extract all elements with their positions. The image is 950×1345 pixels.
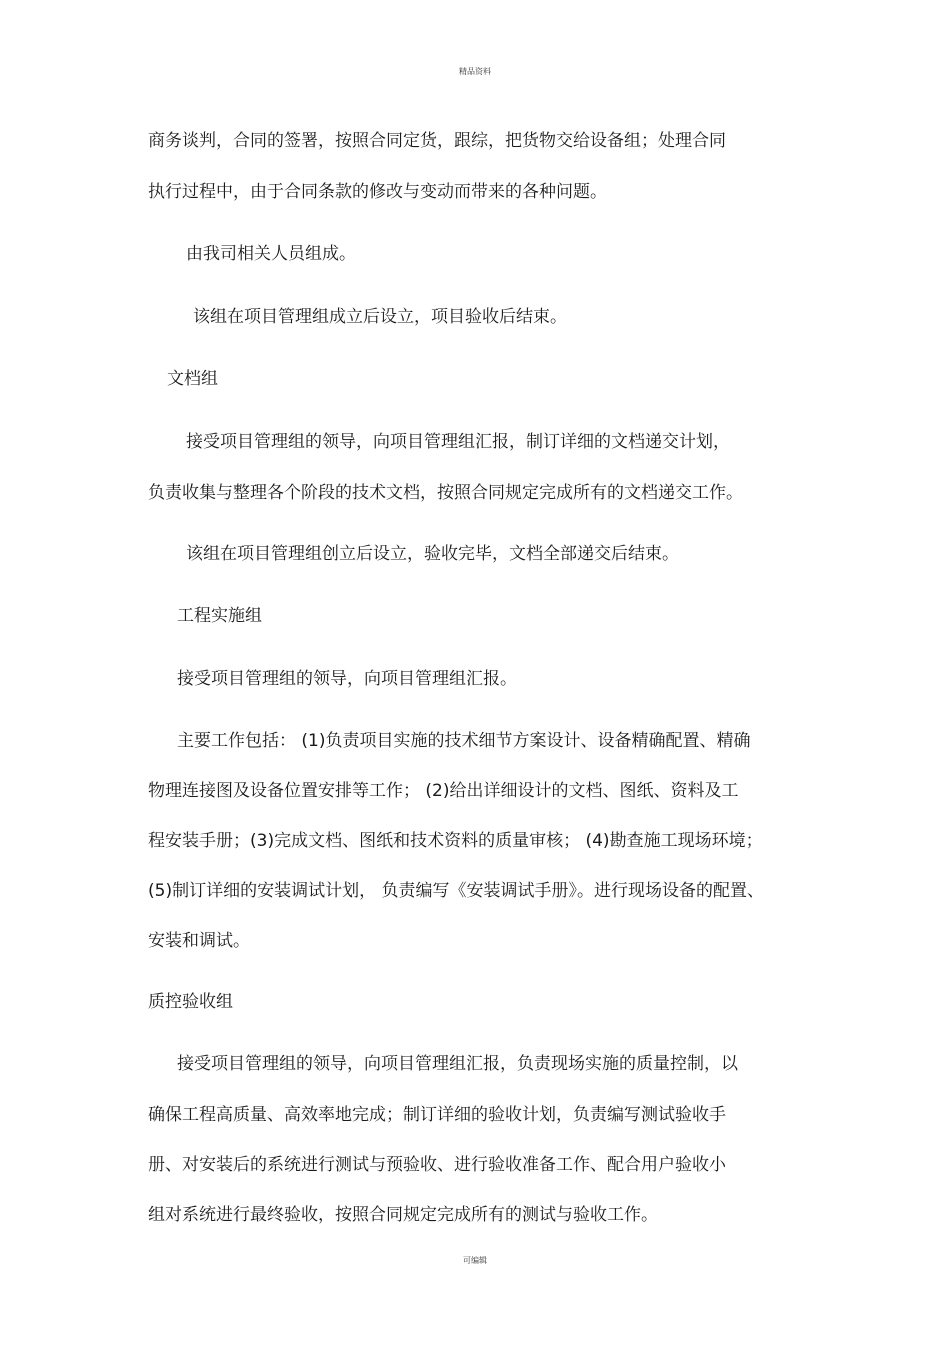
body-line-11: 主要工作包括： (1)负责项目实施的技术细节方案设计、设备精确配置、精确 xyxy=(177,731,751,751)
page-footer: 可编辑 xyxy=(463,1256,487,1265)
page-header: 精品资料 xyxy=(459,67,491,76)
body-line-8: 该组在项目管理组创立后设立，验收完毕，文档全部递交后结束。 xyxy=(186,544,679,564)
body-line-17: 接受项目管理组的领导，向项目管理组汇报，负责现场实施的质量控制，以 xyxy=(177,1054,738,1074)
body-line-6: 接受项目管理组的领导，向项目管理组汇报，制订详细的文档递交计划， xyxy=(186,432,730,452)
body-line-20: 组对系统进行最终验收，按照合同规定完成所有的测试与验收工作。 xyxy=(148,1205,658,1225)
body-line-3: 由我司相关人员组成。 xyxy=(186,244,356,264)
body-line-18: 确保工程高质量、高效率地完成；制订详细的验收计划，负责编写测试验收手 xyxy=(148,1105,726,1125)
body-line-12: 物理连接图及设备位置安排等工作； (2)给出详细设计的文档、图纸、资料及工 xyxy=(148,781,739,801)
body-line-19: 册、对安装后的系统进行测试与预验收、进行验收准备工作、配合用户验收小 xyxy=(148,1155,726,1175)
body-line-15: 安装和调试。 xyxy=(148,931,250,951)
section-heading-documents: 文档组 xyxy=(167,369,218,389)
body-line-7: 负责收集与整理各个阶段的技术文档，按照合同规定完成所有的文档递交工作。 xyxy=(148,483,743,503)
body-line-14: (5)制订详细的安装调试计划， 负责编写《安装调试手册》。进行现场设备的配置、 xyxy=(148,881,764,901)
body-line-2: 执行过程中，由于合同条款的修改与变动而带来的各种问题。 xyxy=(148,182,607,202)
section-heading-quality: 质控验收组 xyxy=(148,992,233,1012)
body-line-13: 程安装手册；(3)完成文档、图纸和技术资料的质量审核； (4)勘查施工现场环境； xyxy=(148,831,763,851)
body-line-4: 该组在项目管理组成立后设立，项目验收后结束。 xyxy=(193,307,567,327)
body-line-1: 商务谈判，合同的签署，按照合同定货，跟综，把货物交给设备组；处理合同 xyxy=(148,131,726,151)
section-heading-implementation: 工程实施组 xyxy=(177,606,262,626)
body-line-10: 接受项目管理组的领导，向项目管理组汇报。 xyxy=(177,669,517,689)
